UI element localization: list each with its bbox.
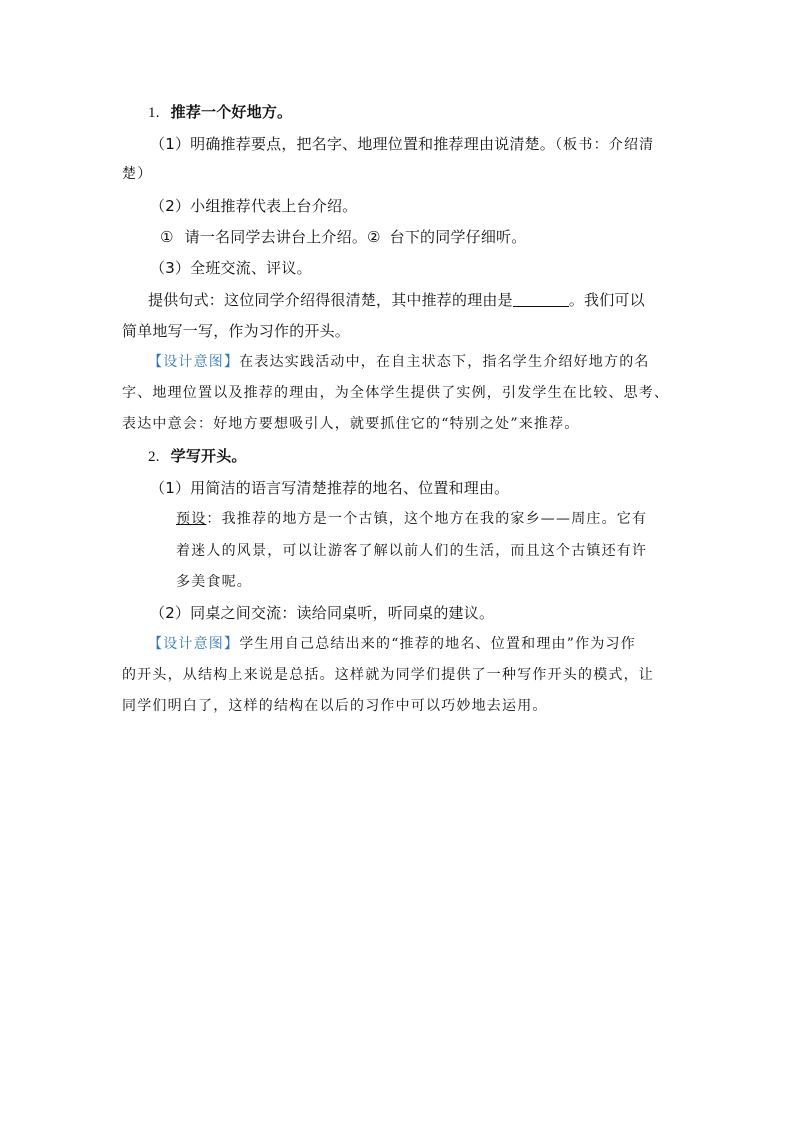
design-intent-2-line-2: 的开头，从结构上来说是总括。这样就为同学们提供了一种写作开头的模式，让 bbox=[122, 667, 654, 683]
preset-line-3: 多美食呢。 bbox=[176, 574, 252, 590]
section-2-title: 学写开头。 bbox=[170, 447, 247, 465]
circled-two: ② bbox=[367, 228, 381, 246]
sentence-pattern bbox=[148, 290, 645, 310]
section-1-heading bbox=[148, 102, 292, 123]
fill-in-blank bbox=[513, 292, 569, 307]
design-intent-2-line-3: 同学们明白了，这样的结构在以后的习作中可以巧妙地去运用。 bbox=[122, 698, 548, 714]
design-intent-text: 在表达实践活动中，在自主状态下，指名学生介绍好地方的名 bbox=[239, 354, 650, 370]
preset-line-2: 着迷人的风景，可以让游客了解以前人们的生活，而且这个古镇还有许 bbox=[176, 543, 648, 559]
section-1-title: 推荐一个好地方。 bbox=[170, 103, 293, 121]
step-text: 明确推荐要点，把名字、地理位置和推荐理由说清楚。 bbox=[190, 135, 555, 153]
preset-label: 预设 bbox=[176, 511, 207, 527]
substep-a: 请一名同学去讲台上介绍。 bbox=[184, 228, 368, 246]
step-text: 用简洁的语言写清楚推荐的地名、位置和理由。 bbox=[190, 479, 510, 497]
section-1-step-2 bbox=[150, 196, 357, 216]
design-intent-tag: 【设计意图】 bbox=[148, 636, 240, 652]
section-1-step-1 bbox=[150, 134, 654, 155]
step-label: （1） bbox=[150, 135, 191, 153]
design-intent-1-line-3: 表达中意会：好地方要想吸引人，就要抓住它的“特别之处”来推荐。 bbox=[122, 416, 580, 432]
step-label: （1） bbox=[150, 479, 191, 497]
step-label: （3） bbox=[150, 259, 191, 277]
design-intent-1-line-1 bbox=[148, 352, 650, 372]
section-2-heading bbox=[148, 446, 247, 467]
preset-text: ：我推荐的地方是一个古镇，这个地方在我的家乡——周庄。它有 bbox=[206, 511, 648, 527]
design-intent-text: 学生用自己总结出来的“推荐的地名、位置和理由”作为习作 bbox=[239, 636, 636, 652]
step-text: 小组推荐代表上台介绍。 bbox=[190, 197, 358, 215]
sentence-pattern-end: 。我们可以 bbox=[568, 291, 645, 309]
section-1-number: 1. bbox=[148, 105, 160, 121]
board-note: （板书：介绍清 bbox=[554, 137, 655, 153]
substep-b: 台下的同学仔细听。 bbox=[389, 228, 527, 246]
section-2-step-2 bbox=[150, 603, 494, 623]
design-intent-tag: 【设计意图】 bbox=[148, 354, 240, 370]
section-1-step-2-substeps bbox=[160, 227, 526, 247]
design-intent-1-line-2: 字、地理位置以及推荐的理由，为全体学生提供了实例，引发学生在比较、思考、 bbox=[122, 385, 670, 401]
circled-one: ① bbox=[160, 228, 174, 246]
sentence-pattern-text: 提供句式：这位同学介绍得很清楚，其中推荐的理由是 bbox=[148, 291, 513, 309]
step-label: （2） bbox=[150, 197, 191, 215]
section-2-step-1 bbox=[150, 478, 509, 498]
step-label: （2） bbox=[150, 604, 191, 622]
preset-line-1 bbox=[176, 509, 647, 529]
section-1-step-3 bbox=[150, 258, 312, 278]
section-2-number: 2. bbox=[148, 449, 160, 465]
step-text: 同桌之间交流：读给同桌听，听同桌的建议。 bbox=[190, 604, 495, 622]
sentence-pattern-continued: 简单地写一写，作为习作的开头。 bbox=[122, 322, 351, 340]
step-text: 全班交流、评议。 bbox=[190, 259, 312, 277]
design-intent-2-line-1 bbox=[148, 634, 636, 654]
board-note-continued: 楚） bbox=[122, 166, 153, 182]
